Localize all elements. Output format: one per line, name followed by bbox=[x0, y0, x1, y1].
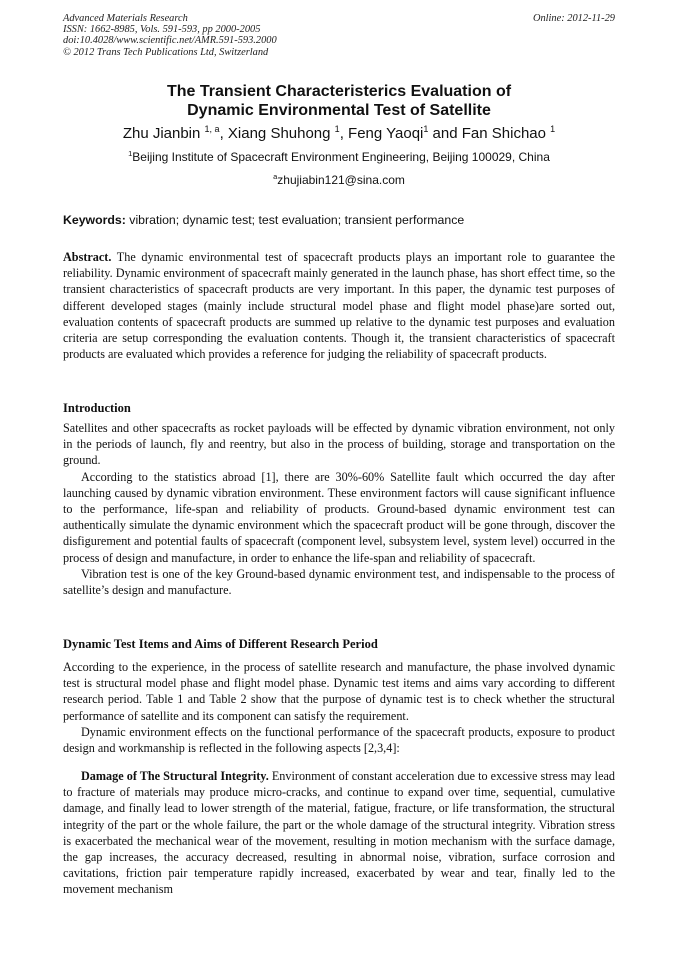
subsection-label: Damage of The Structural Integrity. bbox=[81, 769, 269, 783]
author-sup: 1 bbox=[423, 124, 429, 134]
paragraph: Environment of constant acceleration due to excessive stress may lead to fracture of materials may produce micro-cracks, and continue to expand over time, sequential, cumulative damage, and finally lead to lower strength of the material, fatigue, fracture, or life transformation, the structural integrity of the part or the whole failure, the part or the whole damage of the structural integrity. Vibration stress is exacerbated the mechanical wear of the movement, resulting in motion mechanism with the surface damage, the gap increases, the accuracy decreased, resulting in abnormal noise, vibration, surface corrosion and cavitations, friction pair temperature rapidly increased, exacerbated by wear and tear, finally led to the movement mechanism bbox=[63, 769, 615, 897]
keywords-label: Keywords: bbox=[63, 213, 126, 227]
author-name: Feng Yaoqi bbox=[348, 125, 424, 142]
author-name: Zhu Jianbin bbox=[122, 125, 201, 142]
author-sup: 1 bbox=[550, 124, 556, 134]
author-separator: and bbox=[428, 125, 462, 142]
introduction-body bbox=[63, 420, 615, 598]
paragraph: Vibration test is one of the key Ground-based dynamic environment test, and indispensable to the process of satellite’s design and manufacture. bbox=[63, 566, 615, 598]
paragraph: According to the statistics abroad [1], there are 30%-60% Satellite fault which occurred the day after launching caused by dynamic vibration environment. These environment factors will cause significant influence to the performance, life-span and reliability of products. Ground-based dynamic environment test can authentically simulate the dynamic environment which the spacecraft product will be gone through, discover the disfigurement and potential faults of spacecraft (component level, subsystem level, system level) occurred in the process of design and manufacture, in order to enhance the life-span and reliability of spacecraft. bbox=[63, 469, 615, 565]
abstract-text: The dynamic environmental test of spacecraft products plays an important role to guarantee the reliability. Dynamic environment of spacecraft mainly generated in the launch phase, has short effect time, so the transient characteristics of spacecraft products are very important. In this paper, the dynamic test purposes of different developed stages (mainly include structural model phase and flight model phase)are sorted out, evaluation contents of spacecraft products are summed up relative to the dynamic test purposes and evaluation criteria are setup corresponding the evaluation contents. Though it, the transient characteristics of spacecraft products are evaluated which provides a reference for judging the reliability of spacecraft products. bbox=[63, 250, 615, 362]
affiliation-sup: 1 bbox=[128, 149, 133, 158]
section-heading-dynamic-test: Dynamic Test Items and Aims of Different Research Period bbox=[63, 637, 378, 651]
paragraph: Satellites and other spacecrafts as rocket payloads will be effected by dynamic vibration environment, not only in the periods of launch, fly and reentry, but also in the process of building, storage and transportation on the ground. bbox=[63, 421, 615, 468]
online-date: Online: 2012-11-29 bbox=[532, 13, 615, 24]
journal-doi: doi:10.4028/www.scientific.net/AMR.591-593.2000 bbox=[63, 35, 277, 47]
paper-title-line-2: Dynamic Environmental Test of Satellite bbox=[187, 102, 491, 119]
email-text: zhujiabin121@sina.com bbox=[277, 173, 405, 187]
affiliation bbox=[0, 150, 678, 165]
paragraph: According to the experience, in the process of satellite research and manufacture, the phase involved dynamic test is structural model phase and flight model phase. Dynamic test items and aims vary according to different research period. Table 1 and Table 2 show that the purpose of dynamic test is to check whether the structural performance of satellite and its component can satisfy the requirement. bbox=[63, 660, 615, 723]
keywords bbox=[63, 212, 615, 228]
keywords-text: vibration; dynamic test; test evaluation; transient performance bbox=[125, 213, 465, 227]
affiliation-text: Beijing Institute of Spacecraft Environment Engineering, Beijing 100029, China bbox=[132, 150, 550, 164]
author-sup: 1 bbox=[334, 124, 340, 134]
abstract-label: Abstract. bbox=[63, 250, 112, 264]
author-sup: 1, a bbox=[204, 124, 220, 134]
author-email bbox=[0, 173, 678, 188]
author-name: Fan Shichao bbox=[461, 125, 546, 142]
paragraph: Dynamic environment effects on the functional performance of the spacecraft products, exposure to product design and workmanship is reflected in the following aspects [2,3,4]: bbox=[63, 724, 615, 756]
paper-title-line-1: The Transient Characteristerics Evaluation of bbox=[166, 83, 512, 100]
section2-body bbox=[63, 659, 615, 756]
author-separator: , bbox=[219, 125, 228, 142]
journal-copyright: © 2012 Trans Tech Publications Ltd, Switzerland bbox=[63, 46, 269, 58]
section2-structural-integrity bbox=[63, 768, 615, 898]
author-separator: , bbox=[339, 125, 349, 142]
journal-issn: ISSN: 1662-8985, Vols. 591-593, pp 2000-2005 bbox=[63, 24, 261, 36]
abstract bbox=[63, 249, 615, 362]
email-sup: a bbox=[273, 172, 278, 181]
author-list bbox=[0, 124, 678, 144]
journal-name: Advanced Materials Research bbox=[63, 13, 188, 24]
section-heading-introduction: Introduction bbox=[63, 401, 131, 415]
author-name: Xiang Shuhong bbox=[227, 125, 331, 142]
journal-header bbox=[63, 13, 615, 58]
